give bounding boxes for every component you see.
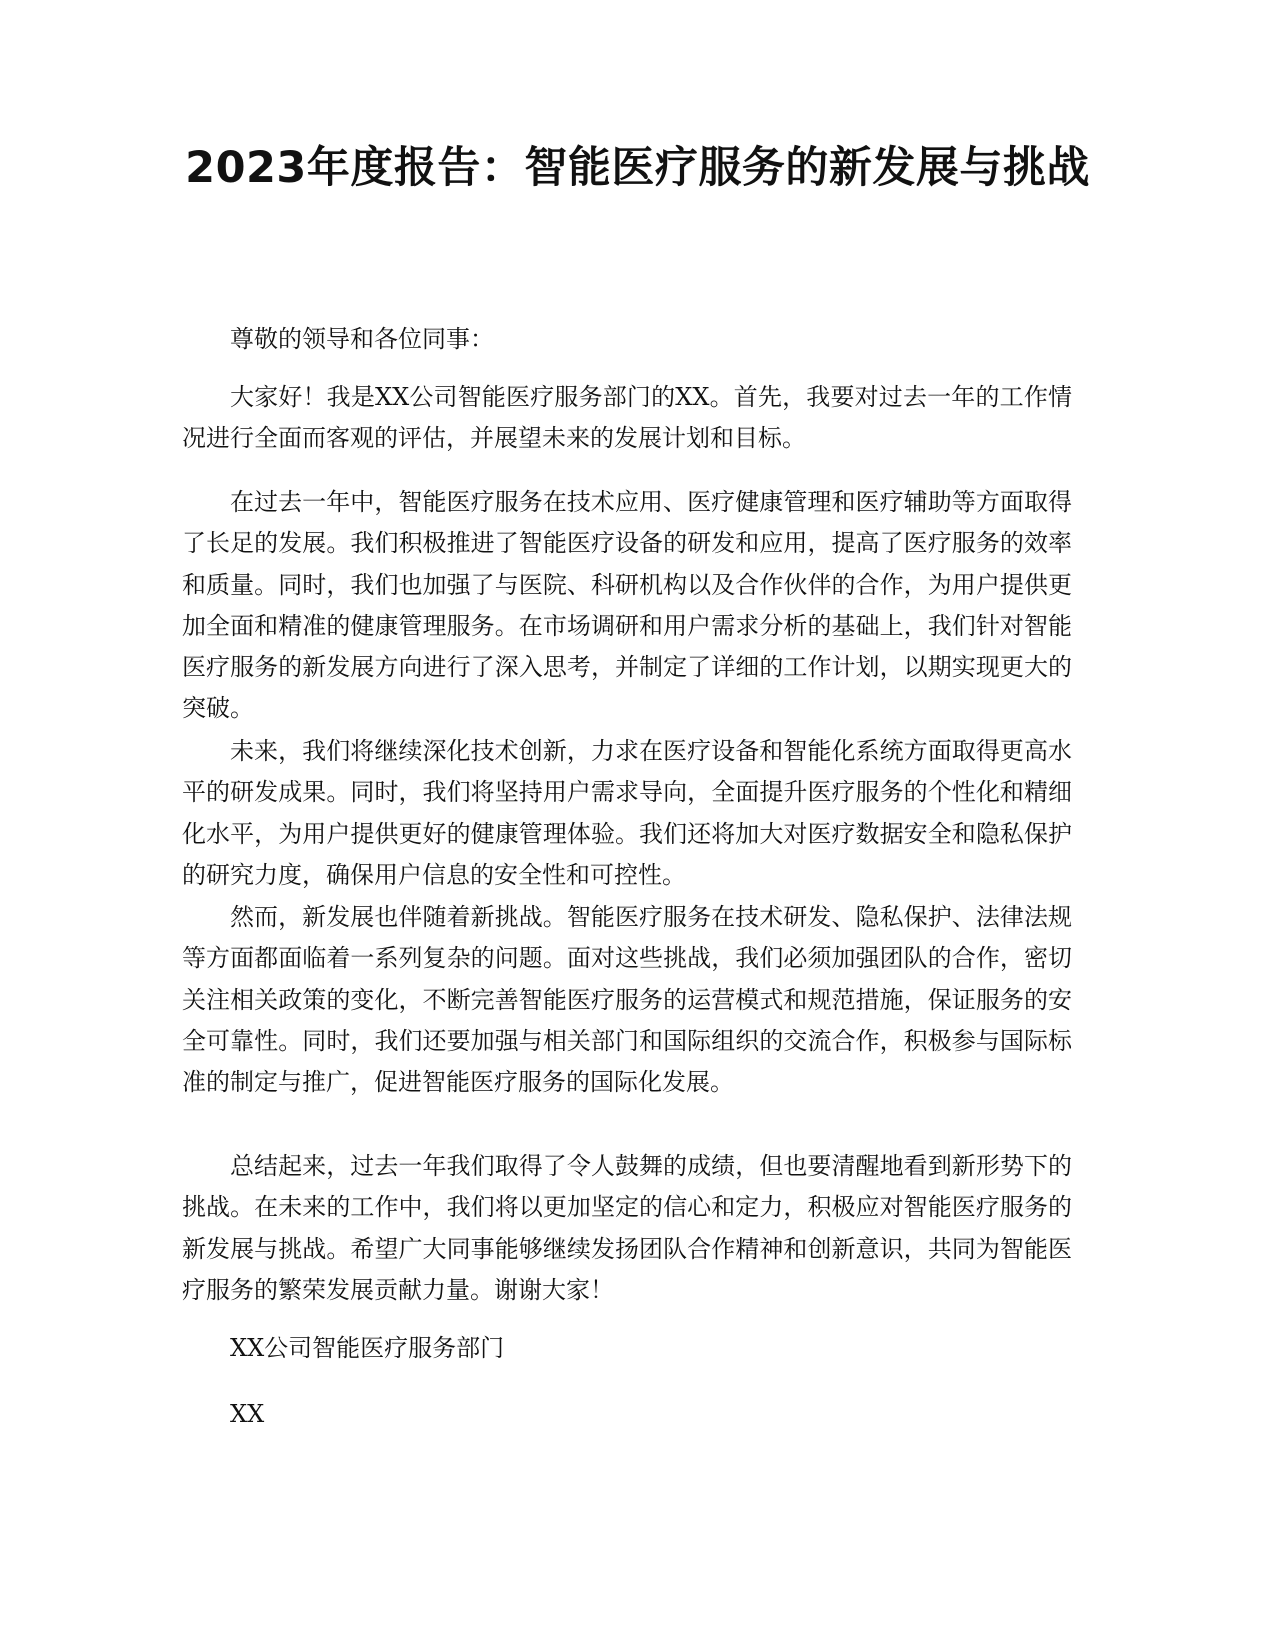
document-title: 2023年度报告：智能医疗服务的新发展与挑战 [185,143,1090,193]
paragraph-achievements: 在过去一年中，智能医疗服务在技术应用、医疗健康管理和医疗辅助等方面取得了长足的发展。我们积极推进了智能医疗设备的研发和应用，提高了医疗服务的效率和质量。同时，我们也加强了与医院、科研机构以及合作伙伴的合作，为用户提供更加全面和精准的健康管理服务。在市场调研和用户需求分析的基础上，我们针对智能医疗服务的新发展方向进行了深入思考，并制定了详细的工作计划，以期实现更大的突破。 [182,488,1072,723]
paragraph-greeting: 大家好！我是XX公司智能医疗服务部门的XX。首先，我要对过去一年的工作情况进行全面而客观的评估，并展望未来的发展计划和目标。 [182,383,1072,453]
paragraph-challenges: 然而，新发展也伴随着新挑战。智能医疗服务在技术研发、隐私保护、法律法规等方面都面临着一系列复杂的问题。面对这些挑战，我们必须加强团队的合作，密切关注相关政策的变化，不断完善智能医疗服务的运营模式和规范措施，保证服务的安全可靠性。同时，我们还要加强与相关部门和国际组织的交流合作，积极参与国际标准的制定与推广，促进智能医疗服务的国际化发展。 [182,903,1072,1097]
paragraph-future-plans: 未来，我们将继续深化技术创新，力求在医疗设备和智能化系统方面取得更高水平的研发成果。同时，我们将坚持用户需求导向，全面提升医疗服务的个性化和精细化水平，为用户提供更好的健康管理体验。我们还将加大对医疗数据安全和隐私保护的研究力度，确保用户信息的安全性和可控性。 [182,737,1072,889]
salutation: 尊敬的领导和各位同事： [230,325,494,353]
paragraph-conclusion: 总结起来，过去一年我们取得了令人鼓舞的成绩，但也要清醒地看到新形势下的挑战。在未来的工作中，我们将以更加坚定的信心和定力，积极应对智能医疗服务的新发展与挑战。希望广大同事能够继续发扬团队合作精神和创新意识，共同为智能医疗服务的繁荣发展贡献力量。谢谢大家！ [182,1152,1072,1304]
signature-name: XX [230,1400,265,1428]
signature-department: XX公司智能医疗服务部门 [230,1334,505,1362]
